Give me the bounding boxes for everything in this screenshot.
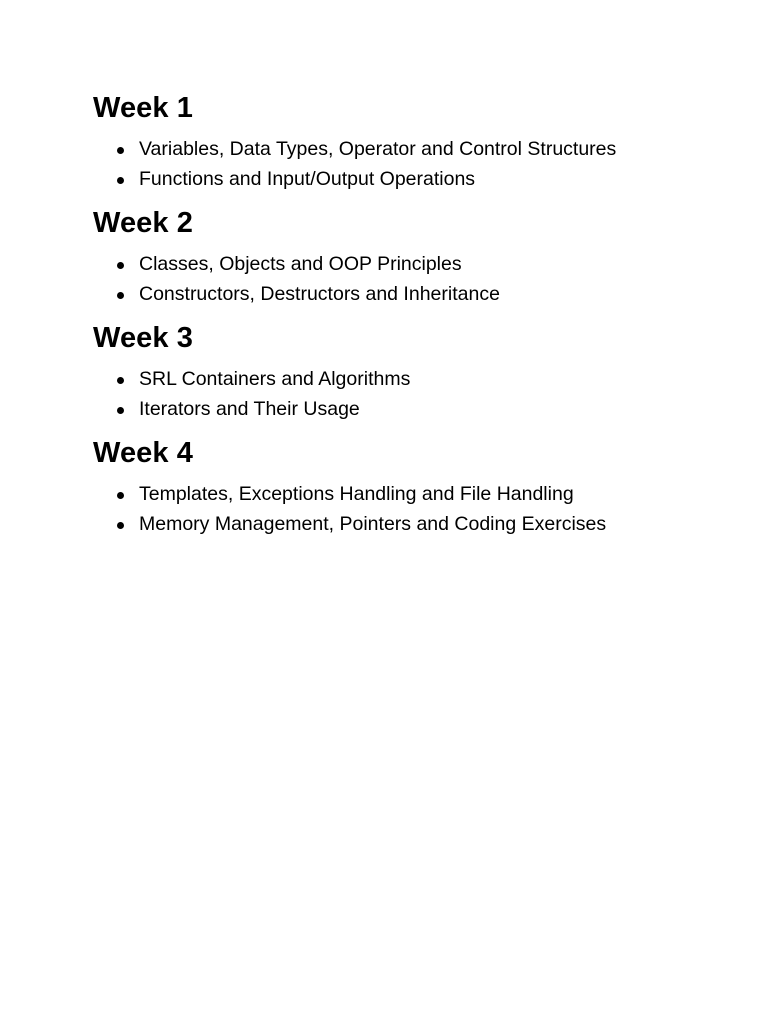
topic-list bbox=[93, 480, 733, 539]
topic-text: Functions and Input/Output Operations bbox=[139, 167, 476, 190]
topic-item bbox=[93, 250, 733, 280]
topic-list bbox=[93, 135, 733, 194]
week-section-3 bbox=[93, 318, 733, 424]
week-heading: Week 2 bbox=[93, 207, 194, 239]
topic-item bbox=[93, 135, 733, 165]
week-heading: Week 3 bbox=[93, 322, 194, 354]
topic-item bbox=[93, 365, 733, 395]
topic-text: SRL Containers and Algorithms bbox=[139, 368, 411, 390]
topic-item bbox=[93, 165, 733, 195]
bullet-icon bbox=[117, 292, 124, 299]
topic-text: Templates, Exceptions Handling and File Handling bbox=[139, 483, 574, 505]
topic-text: Classes, Objects and OOP Principles bbox=[139, 253, 462, 275]
topic-text: Iterators and Their Usage bbox=[139, 397, 360, 420]
week-section-4 bbox=[93, 433, 733, 539]
bullet-icon bbox=[117, 522, 124, 529]
topic-text: Constructors, Destructors and Inheritance bbox=[139, 282, 500, 305]
topic-item bbox=[93, 510, 733, 540]
bullet-icon bbox=[117, 147, 124, 154]
week-section-2 bbox=[93, 203, 733, 309]
topic-list bbox=[93, 365, 733, 424]
bullet-icon bbox=[117, 407, 124, 414]
bullet-icon bbox=[117, 262, 124, 269]
topic-item bbox=[93, 280, 733, 310]
week-heading: Week 1 bbox=[93, 92, 194, 124]
bullet-icon bbox=[117, 492, 124, 499]
document-page bbox=[93, 88, 733, 539]
topic-item bbox=[93, 480, 733, 510]
week-section-1 bbox=[93, 88, 733, 194]
topic-text: Variables, Data Types, Operator and Control Structures bbox=[139, 138, 617, 160]
week-heading: Week 4 bbox=[93, 437, 194, 469]
bullet-icon bbox=[117, 377, 124, 384]
topic-item bbox=[93, 395, 733, 425]
topic-list bbox=[93, 250, 733, 309]
topic-text: Memory Management, Pointers and Coding Exercises bbox=[139, 512, 607, 535]
bullet-icon bbox=[117, 177, 124, 184]
